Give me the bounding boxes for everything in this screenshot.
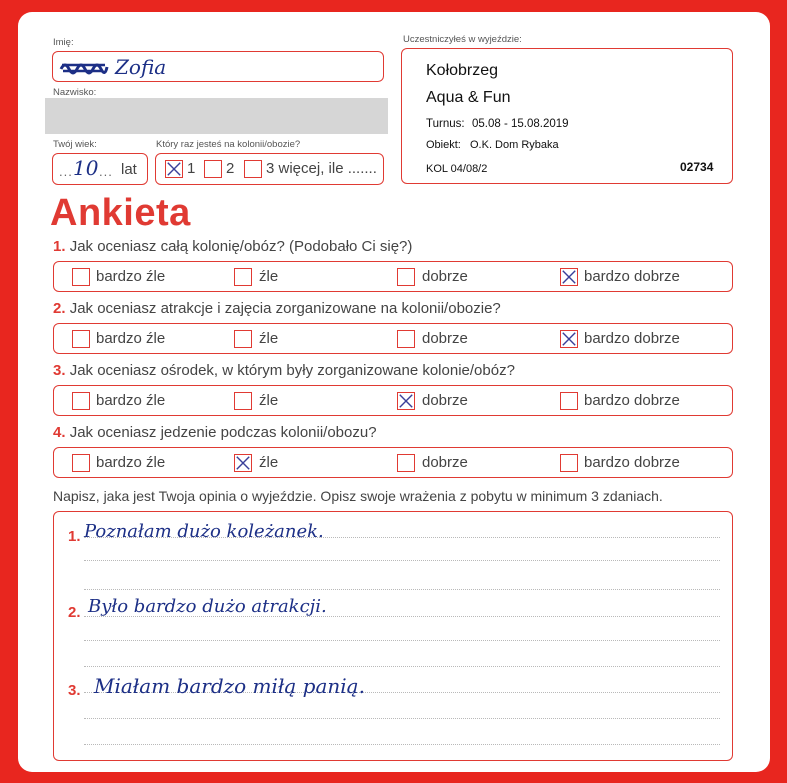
opinion-field[interactable]: [53, 511, 733, 761]
q3-option-bardzo-dobrze-label: bardzo dobrze: [584, 392, 680, 409]
q1-option-dobrze-label: dobrze: [422, 268, 468, 285]
scribble-icon: [59, 59, 109, 75]
times-label: Który raz jesteś na kolonii/obozie?: [156, 139, 301, 150]
answer-2-number: 2.: [68, 604, 81, 621]
q4-option-dobrze-checkbox[interactable]: [397, 454, 415, 472]
q2-option-dobrze-checkbox[interactable]: [397, 330, 415, 348]
q3-option-bardzo-dobrze-checkbox[interactable]: [560, 392, 578, 410]
times-checkbox-3[interactable]: [244, 160, 262, 178]
trip-code: KOL 04/08/2: [426, 163, 488, 175]
times-option-1: 1: [187, 160, 196, 177]
name-value: Zofia: [115, 55, 167, 79]
q2-option-dobrze-label: dobrze: [422, 330, 468, 347]
trip-info-box: [401, 48, 733, 184]
name-label: Imię:: [53, 37, 74, 48]
q2-option-zle-checkbox[interactable]: [234, 330, 252, 348]
age-value: 10: [73, 156, 99, 180]
age-dots-right: ...: [99, 164, 113, 179]
q1-option-bardzo-zle-checkbox[interactable]: [72, 268, 90, 286]
q3-option-dobrze-checkbox[interactable]: [397, 392, 415, 410]
obiekt-label: Obiekt:: [426, 139, 461, 151]
writing-line: [84, 666, 720, 667]
times-checkbox-2[interactable]: [204, 160, 222, 178]
q2-option-zle-label: źle: [259, 330, 279, 347]
q1-option-zle-label: źle: [259, 268, 279, 285]
q4-option-bardzo-dobrze-checkbox[interactable]: [560, 454, 578, 472]
age-dots-left: ...: [59, 164, 73, 179]
turnus-label: Turnus:: [426, 118, 465, 130]
question-4: 4. Jak oceniasz jedzenie podczas kolonii/obozu?: [53, 424, 377, 441]
q4-option-bardzo-zle-label: bardzo źle: [96, 454, 166, 471]
question-3-options: [53, 385, 733, 416]
answer-3-number: 3.: [68, 682, 81, 699]
answer-2-text: Było bardzo dużo atrakcji.: [88, 596, 327, 617]
q3-option-bardzo-zle-label: bardzo źle: [96, 392, 166, 409]
answer-3-text: Miałam bardzo miłą panią.: [94, 674, 365, 698]
q2-option-bardzo-dobrze-checkbox[interactable]: [560, 330, 578, 348]
times-field: [155, 153, 384, 185]
q4-option-bardzo-zle-checkbox[interactable]: [72, 454, 90, 472]
answer-1-number: 1.: [68, 528, 81, 545]
survey-title: Ankieta: [50, 192, 191, 234]
q3-option-zle-label: źle: [259, 392, 279, 409]
surname-redacted: [45, 98, 388, 134]
surname-label: Nazwisko:: [53, 87, 97, 98]
writing-line: [84, 640, 720, 641]
age-unit: lat: [121, 161, 137, 178]
times-checkbox-1[interactable]: [165, 160, 183, 178]
question-2: 2. Jak oceniasz atrakcje i zajęcia zorganizowane na kolonii/obozie?: [53, 300, 501, 317]
question-4-options: [53, 447, 733, 478]
writing-line: [84, 589, 720, 590]
q3-option-dobrze-label: dobrze: [422, 392, 468, 409]
q3-option-zle-checkbox[interactable]: [234, 392, 252, 410]
question-3: 3. Jak oceniasz ośrodek, w którym były zorganizowane kolonie/obóz?: [53, 362, 515, 379]
q1-option-bardzo-dobrze-checkbox[interactable]: [560, 268, 578, 286]
trip-number: 02734: [680, 160, 714, 174]
q2-option-bardzo-zle-label: bardzo źle: [96, 330, 166, 347]
q4-option-zle-label: źle: [259, 454, 279, 471]
obiekt-value: O.K. Dom Rybaka: [470, 139, 559, 151]
writing-line: [84, 560, 720, 561]
q1-option-bardzo-dobrze-label: bardzo dobrze: [584, 268, 680, 285]
q4-option-bardzo-dobrze-label: bardzo dobrze: [584, 454, 680, 471]
age-label: Twój wiek:: [53, 139, 97, 150]
question-1: 1. Jak oceniasz całą kolonię/obóz? (Podobało Ci się?): [53, 238, 413, 255]
trip-program: Aqua & Fun: [426, 89, 511, 106]
q1-option-dobrze-checkbox[interactable]: [397, 268, 415, 286]
answer-1-text: Poznałam dużo koleżanek.: [84, 521, 324, 542]
q4-option-dobrze-label: dobrze: [422, 454, 468, 471]
age-field[interactable]: [52, 153, 148, 185]
trip-city: Kołobrzeg: [426, 62, 499, 79]
name-field[interactable]: [52, 51, 384, 82]
opinion-prompt: Napisz, jaka jest Twoja opinia o wyjeździe. Opisz swoje wrażenia z pobytu w minimum 3 zdaniach.: [53, 488, 663, 504]
q1-option-bardzo-zle-label: bardzo źle: [96, 268, 166, 285]
q1-option-zle-checkbox[interactable]: [234, 268, 252, 286]
q2-option-bardzo-dobrze-label: bardzo dobrze: [584, 330, 680, 347]
times-option-2: 2: [226, 160, 235, 177]
writing-line: [84, 718, 720, 719]
q4-option-zle-checkbox[interactable]: [234, 454, 252, 472]
q2-option-bardzo-zle-checkbox[interactable]: [72, 330, 90, 348]
question-2-options: [53, 323, 733, 354]
trip-label: Uczestniczyłeś w wyjeździe:: [403, 34, 522, 45]
writing-line: [84, 744, 720, 745]
question-1-options: [53, 261, 733, 292]
q3-option-bardzo-zle-checkbox[interactable]: [72, 392, 90, 410]
turnus-value: 05.08 - 15.08.2019: [472, 118, 569, 130]
times-option-3: 3 więcej, ile .......: [266, 160, 377, 177]
